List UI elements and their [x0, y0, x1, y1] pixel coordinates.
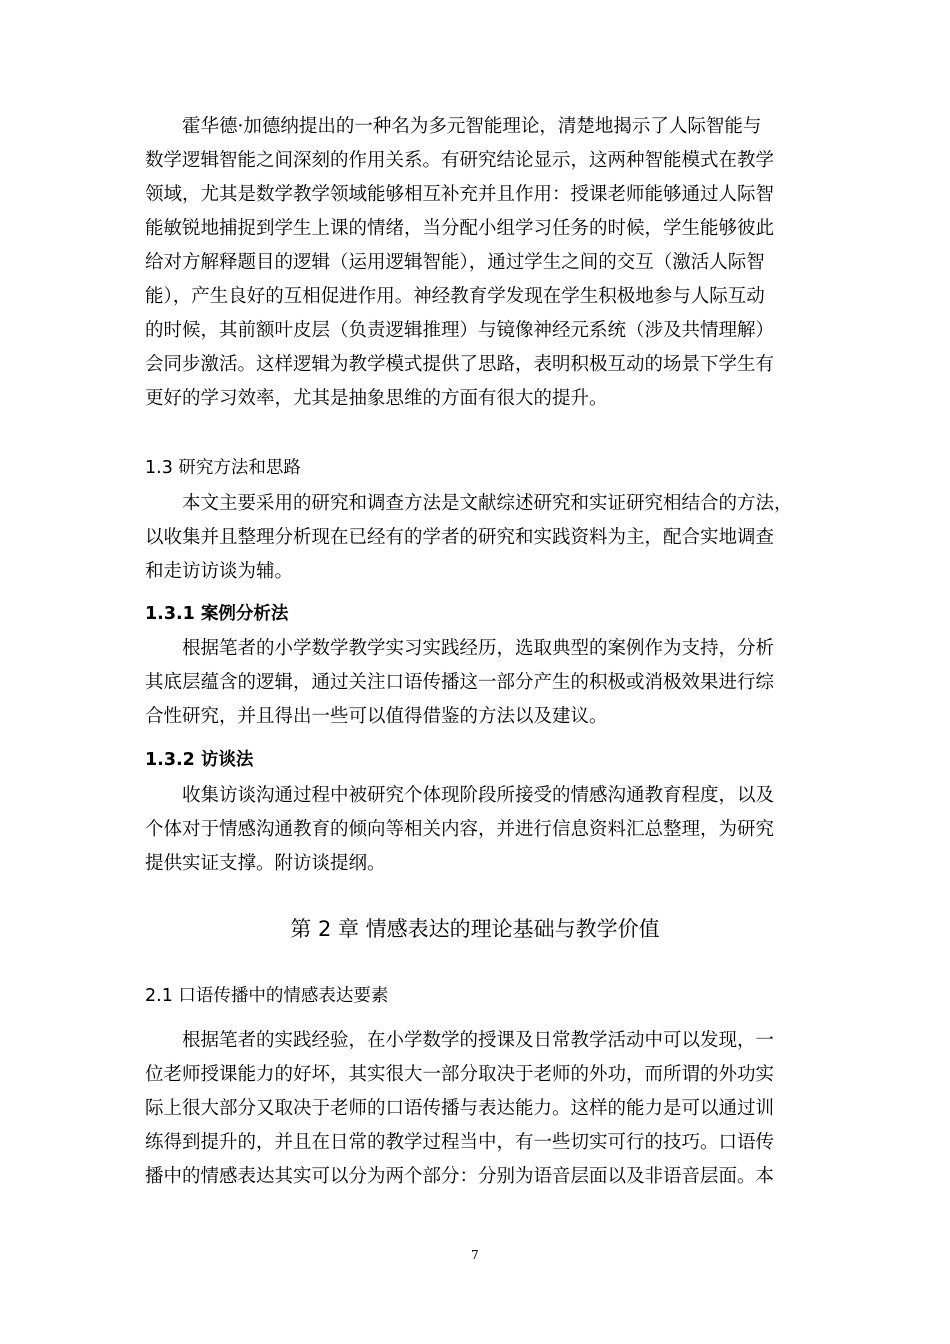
text-line: 位老师授课能力的好坏，其实很大一部分取决于老师的外功，而所谓的外功实: [145, 1064, 775, 1085]
text-line: 更好的学习效率，尤其是抽象思维的方面有很大的提升。: [145, 388, 608, 409]
text-line: 合性研究，并且得出一些可以值得借鉴的方法以及建议。: [145, 706, 608, 727]
paragraph-research-methods: [145, 487, 811, 589]
section-heading-1-3-1-text: 1.3.1 案例分析法: [145, 604, 289, 624]
text-line: 播中的情感表达其实可以分为两个部分：分别为语音层面以及非语音层面。本: [145, 1166, 775, 1187]
section-heading-1-3-1: [145, 601, 288, 627]
section-heading-1-3-2: [145, 747, 253, 773]
text-line: 给对方解释题目的逻辑（运用逻辑智能），通过学生之间的交互（激活人际智: [145, 252, 765, 273]
paragraph-multiple-intelligences: [145, 110, 811, 416]
text-line: 个体对于情感沟通教育的倾向等相关内容，并进行信息资料汇总整理，为研究: [145, 819, 775, 840]
text-line: 霍华德·加德纳提出的一种名为多元智能理论，清楚地揭示了人际智能与: [145, 116, 762, 137]
text-line: 练得到提升的，并且在日常的教学过程当中，有一些切实可行的技巧。口语传: [145, 1132, 775, 1153]
text-line: 和走访访谈为辅。: [145, 561, 294, 582]
section-heading-1-3: 1.3 研究方法和思路: [145, 458, 301, 478]
text-line: 收集访谈沟通过程中被研究个体现阶段所接受的情感沟通教育程度，以及: [145, 785, 775, 806]
text-line: 以收集并且整理分析现在已经有的学者的研究和实践资料为主，配合实地调查: [145, 527, 775, 548]
text-line: 根据笔者的实践经验，在小学数学的授课及日常教学活动中可以发现，一: [145, 1030, 775, 1051]
section-heading-2-1: 2.1 口语传播中的情感表达要素: [145, 986, 389, 1006]
text-line: 数学逻辑智能之间深刻的作用关系。有研究结论显示，这两种智能模式在教学: [145, 150, 775, 171]
text-line: 会同步激活。这样逻辑为教学模式提供了思路，表明积极互动的场景下学生有: [145, 354, 775, 375]
paragraph-interview-method: [145, 779, 811, 881]
text-line: 领域，尤其是数学教学领域能够相互补充并且作用：授课老师能够通过人际智: [145, 184, 775, 205]
chapter-2-title: 第 2 章 情感表达的理论基础与教学价值: [290, 917, 660, 941]
text-line: 能敏锐地捕捉到学生上课的情绪，当分配小组学习任务的时候，学生能够彼此: [145, 218, 775, 239]
text-line: 提供实证支撑。附访谈提纲。: [145, 853, 386, 874]
text-line: 能），产生良好的互相促进作用。神经教育学发现在学生积极地参与人际互动: [145, 286, 765, 307]
paragraph-emotional-expression: [145, 1024, 811, 1194]
text-line: 的时候，其前额叶皮层（负责逻辑推理）与镜像神经元系统（涉及共情理解）: [145, 320, 775, 341]
text-line: 本文主要采用的研究和调查方法是文献综述研究和实证研究相结合的方法，: [145, 493, 793, 514]
paragraph-case-analysis: [145, 632, 811, 734]
section-heading-1-3-2-text: 1.3.2 访谈法: [145, 750, 254, 770]
text-line: 根据笔者的小学数学教学实习实践经历，选取典型的案例作为支持，分析: [145, 638, 775, 659]
page-number: 7: [471, 1248, 479, 1262]
text-line: 其底层蕴含的逻辑，通过关注口语传播这一部分产生的积极或消极效果进行综: [145, 672, 775, 693]
text-line: 际上很大部分又取决于老师的口语传播与表达能力。这样的能力是可以通过训: [145, 1098, 775, 1119]
